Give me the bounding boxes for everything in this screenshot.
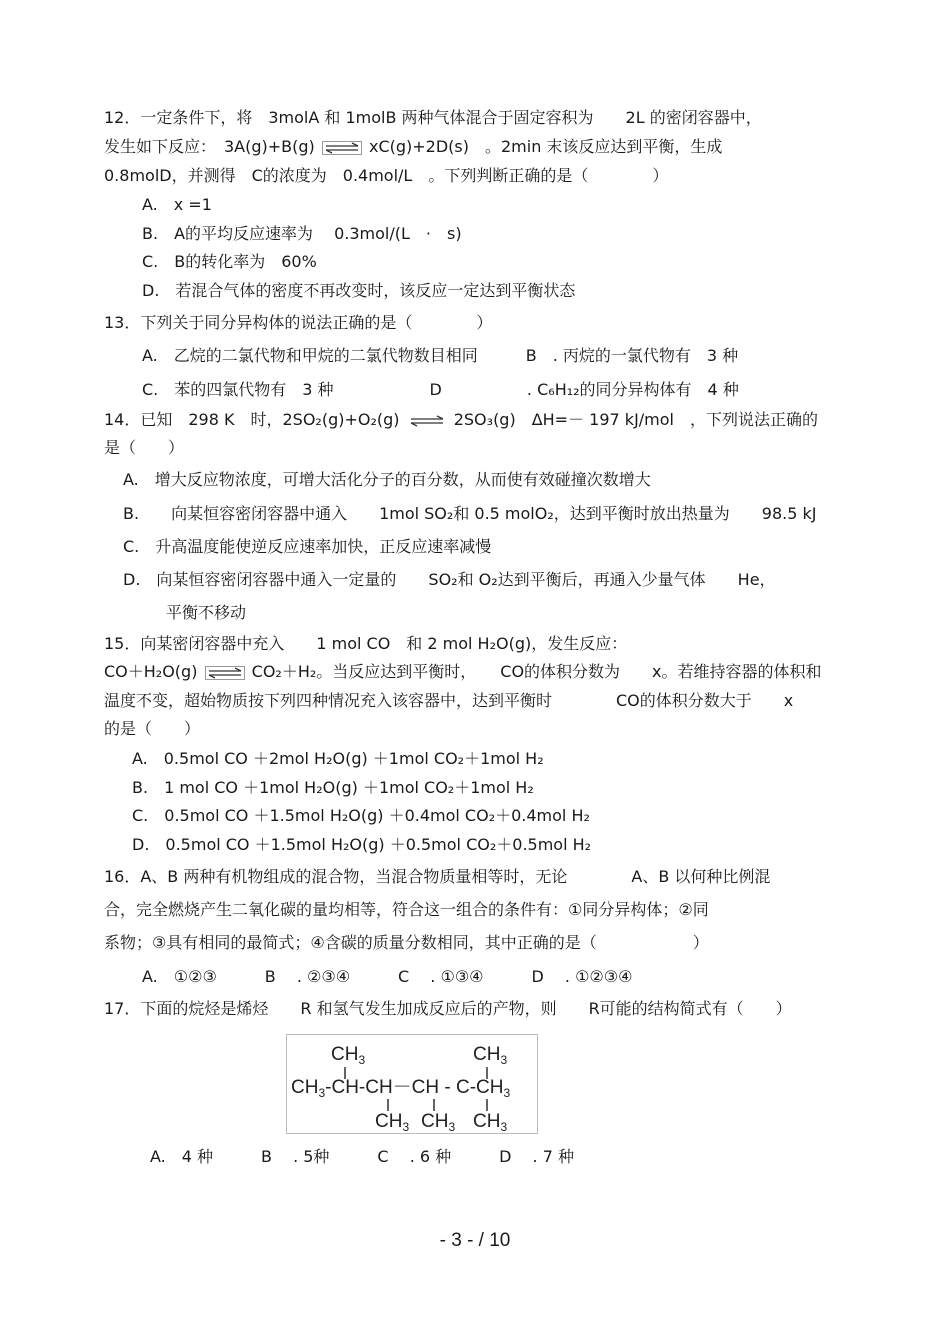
q16-options: A. ①②③ B . ②③④ C . ①③④ D . ①②③④ xyxy=(142,967,633,986)
q14-line1-part1: 14．已知 298 K 时，2SO₂(g)+O₂(g) xyxy=(104,410,400,429)
q16-line3: 系物；③具有相同的最简式；④含碳的质量分数相同，其中正确的是（ ） xyxy=(104,933,709,952)
q12-option-c: C. B的转化率为 60% xyxy=(142,252,317,271)
q14-line1-part2: 2SO₃(g) ΔH=－ 197 kJ/mol ，下列说法正确的 xyxy=(453,410,818,429)
lower-ch3-2: $CH_3$ xyxy=(421,1111,456,1133)
q15-option-c: C. 0.5mol CO ＋1.5mol H₂O(g) ＋0.4mol CO₂＋0.4mol H₂ xyxy=(132,806,590,825)
q13-options-cd: C. 苯的四氯代物有 3 种 D . C₆H₁₂的同分异构体有 4 种 xyxy=(142,380,739,399)
q12-option-a: A. x =1 xyxy=(142,195,212,214)
q17-options: A. 4 种 B . 5种 C . 6 种 D . 7 种 xyxy=(150,1147,574,1166)
structural-formula-image xyxy=(286,1034,538,1134)
q14-option-a: A. 增大反应物浓度，可增大活化分子的百分数，从而使有效碰撞次数增大 xyxy=(123,470,651,489)
q14-option-d-line1: D. 向某恒容密闭容器中通入一定量的 SO₂和 O₂达到平衡后，再通入少量气体 He， xyxy=(123,570,776,589)
q14-option-b: B. 向某恒容密闭容器中通入 1mol SO₂和 0.5 molO₂，达到平衡时放出热量为 98.5 kJ xyxy=(123,504,817,523)
q15-line2 xyxy=(104,662,822,682)
upper-left-ch3: $CH_3$ xyxy=(331,1044,366,1067)
q12-line2-part1: 发生如下反应： 3A(g)+B(g) xyxy=(104,137,315,156)
alkane-structure-diagram xyxy=(287,1035,537,1133)
q15-line2-part1: CO＋H₂O(g) xyxy=(104,662,198,681)
q13-options-ab: A. 乙烷的二氯代物和甲烷的二氯代物数目相同 B . 丙烷的一氯代物有 3 种 xyxy=(142,346,739,365)
q12-option-d: D. 若混合气体的密度不再改变时，该反应一定达到平衡状态 xyxy=(142,281,576,300)
q17-line1: 17．下面的烷烃是烯烃 R 和氢气发生加成反应后的产物，则 R可能的结构简式有（ ） xyxy=(104,999,792,1018)
q15-option-d: D. 0.5mol CO ＋1.5mol H₂O(g) ＋0.5mol CO₂＋0.5mol H₂ xyxy=(132,835,592,854)
equilibrium-arrow-icon xyxy=(407,414,447,428)
q12-line3: 0.8molD，并测得 C的浓度为 0.4mol/L 。下列判断正确的是（ ） xyxy=(104,166,669,185)
q14-option-c: C. 升高温度能使逆反应速率加快，正反应速率减慢 xyxy=(123,537,492,556)
lower-ch3-3: $CH_3$ xyxy=(473,1111,508,1133)
equilibrium-arrow-icon xyxy=(205,666,245,680)
q15-line3: 温度不变，超始物质按下列四种情况充入该容器中，达到平衡时 CO的体积分数大于 x xyxy=(104,691,794,710)
q14-line2: 是（ ） xyxy=(104,438,185,457)
q16-line2: 合，完全燃烧产生二氧化碳的量均相等，符合这一组合的条件有：①同分异构体；②同 xyxy=(104,900,709,919)
equilibrium-arrow-icon xyxy=(322,141,362,155)
q13-line1: 13．下列关于同分异构体的说法正确的是（ ） xyxy=(104,313,493,332)
page-number: - 3 - / 10 xyxy=(439,1230,511,1251)
q14-option-d-line2: 平衡不移动 xyxy=(166,603,247,622)
q14-line1 xyxy=(104,410,818,430)
main-chain: $CH_3-CH-CH-CH - C-CH_3$ xyxy=(291,1077,511,1100)
q12-line2 xyxy=(104,137,722,157)
q15-line4: 的是（ ） xyxy=(104,719,201,738)
q16-line1: 16．A、B 两种有机物组成的混合物，当混合物质量相等时，无论 A、B 以何种比例混 xyxy=(104,867,771,886)
q12-line2-part2: xC(g)+2D(s) 。2min 末该反应达到平衡，生成 xyxy=(368,137,723,156)
q12-option-b: B. A的平均反应速率为 0.3mol/(L · s) xyxy=(142,224,462,243)
q15-option-a: A. 0.5mol CO ＋2mol H₂O(g) ＋1mol CO₂＋1mol H₂ xyxy=(132,749,544,768)
q15-line1: 15．向某密闭容器中充入 1 mol CO 和 2 mol H₂O(g)，发生反应： xyxy=(104,634,628,653)
q15-option-b: B. 1 mol CO ＋1mol H₂O(g) ＋1mol CO₂＋1mol H₂ xyxy=(132,778,534,797)
q15-line2-part2: CO₂＋H₂。当反应达到平衡时， CO的体积分数为 x。若维持容器的体积和 xyxy=(251,662,822,681)
upper-right-ch3: $CH_3$ xyxy=(473,1044,508,1067)
lower-ch3-1: $CH_3$ xyxy=(375,1111,410,1133)
q12-line1: 12．一定条件下，将 3molA 和 1molB 两种气体混合于固定容积为 2L 的密闭容器中， xyxy=(104,108,762,127)
